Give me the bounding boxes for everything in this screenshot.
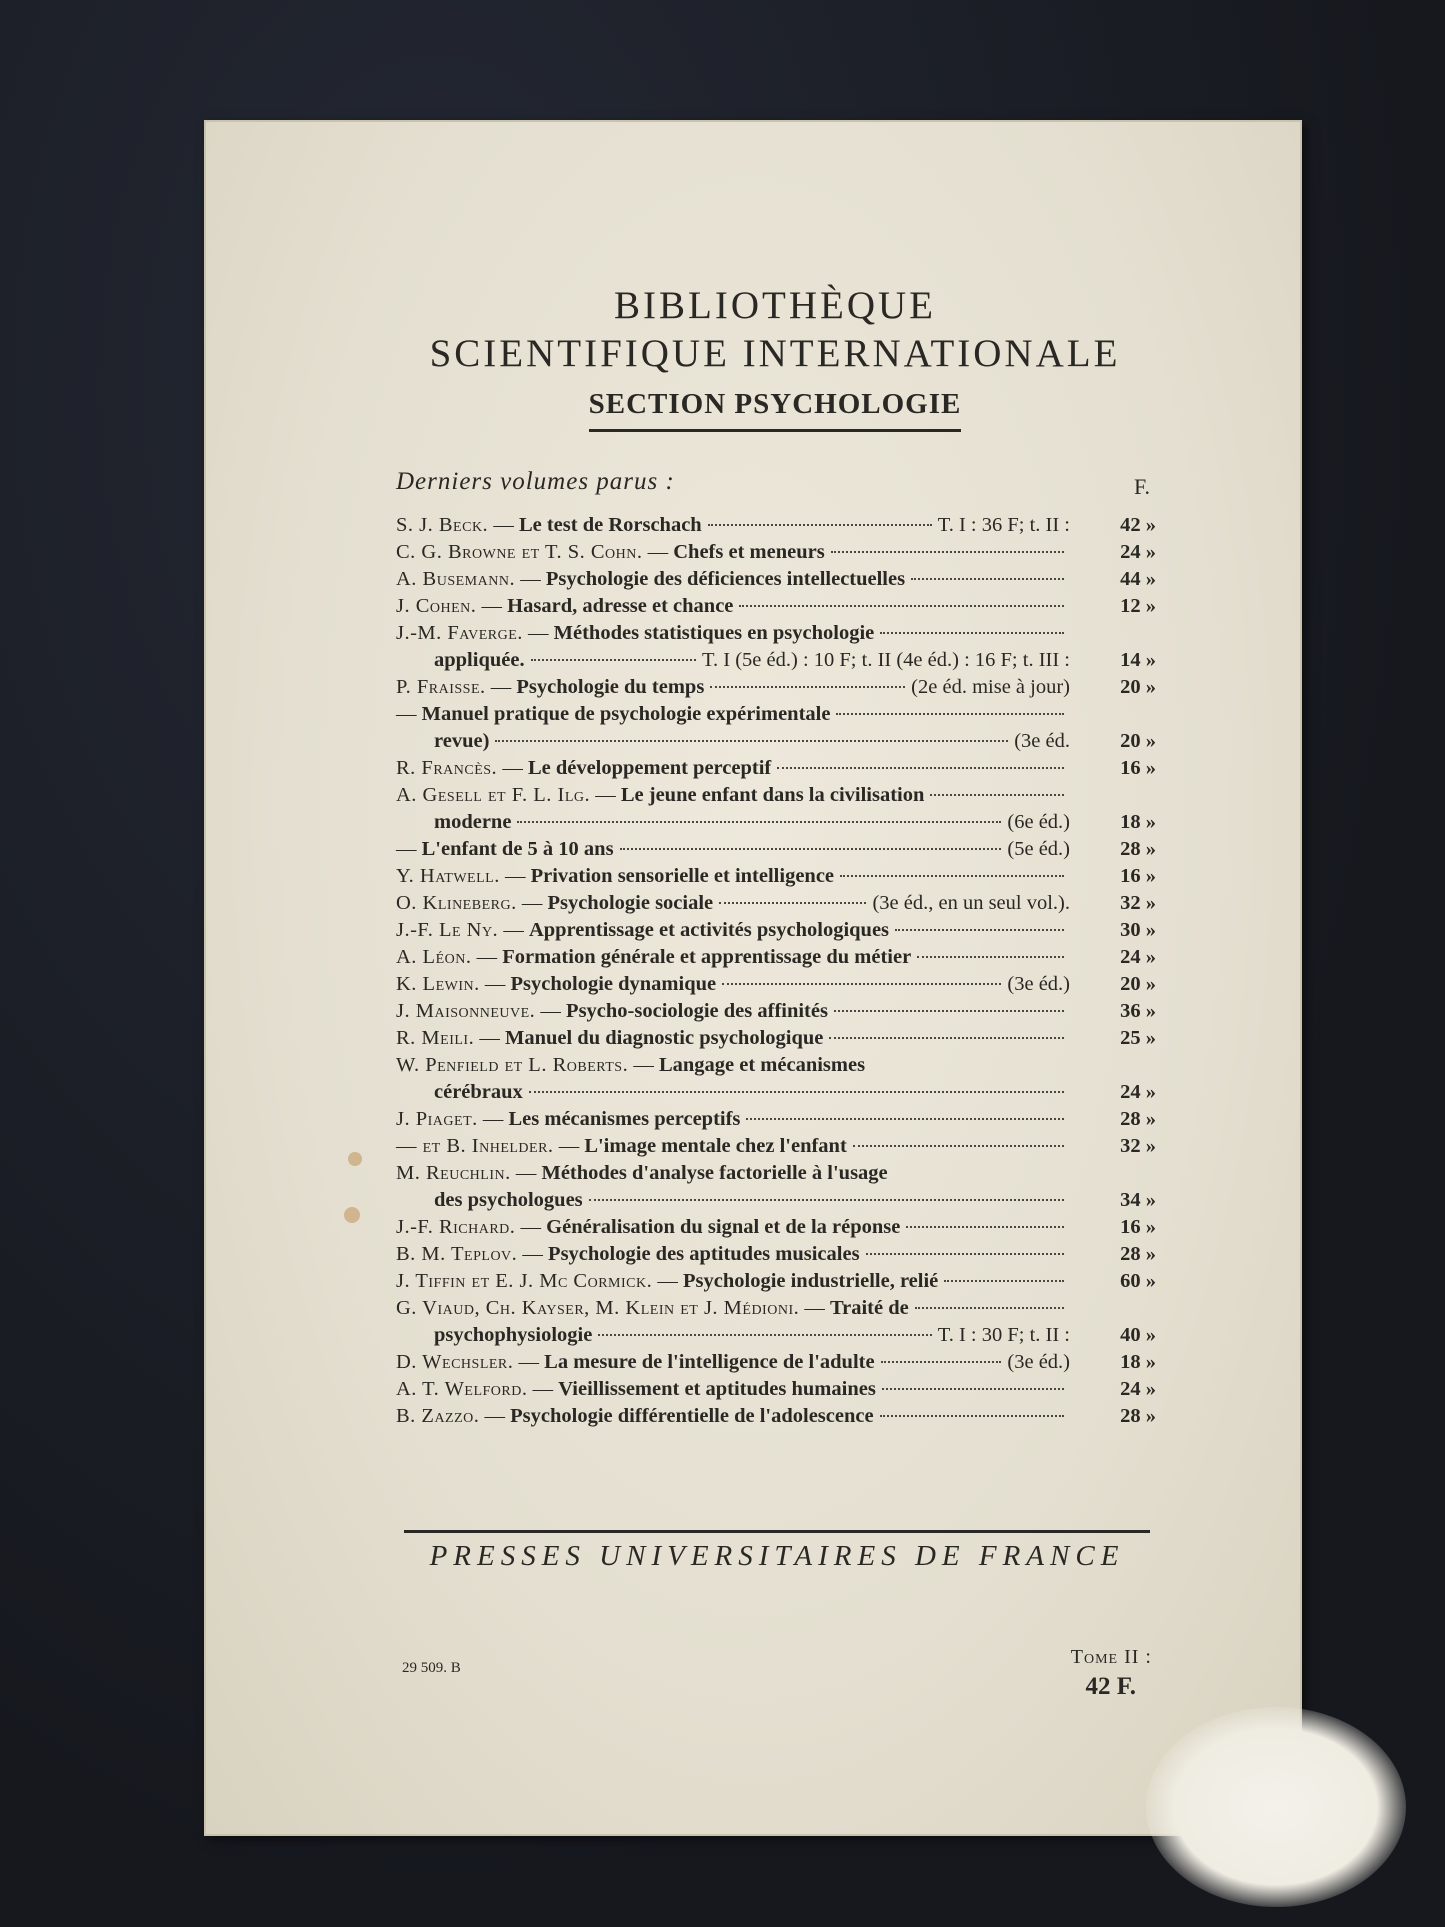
entry-text: B. M. Teplov. — Psychologie des aptitudes musicales (396, 1243, 860, 1265)
entry-author: A. Gesell et F. L. Ilg. (396, 784, 591, 806)
entry-edition: T. I : 36 F; t. II : (937, 514, 1070, 536)
entry-text: Y. Hatwell. — Privation sensorielle et intelligence (396, 865, 835, 887)
print-reference: 29 509. B (402, 1660, 461, 1676)
list-heading (396, 468, 1156, 504)
list-item (396, 593, 1156, 620)
paper-stain (1146, 1707, 1406, 1907)
leader-dots (840, 875, 1064, 877)
entry-title: Traité de (829, 1297, 909, 1319)
list-item (396, 998, 1156, 1025)
list-item (396, 539, 1156, 566)
entry-author: B. M. Teplov. (396, 1243, 518, 1265)
entry-author: A. Léon. (396, 946, 472, 968)
list-subtitle: Derniers volumes parus : (396, 468, 675, 495)
entry-price: 24 » (1120, 1081, 1156, 1103)
list-item (396, 1241, 1156, 1268)
leader-dots (906, 1226, 1064, 1228)
leader-dots (620, 848, 1002, 850)
entry-edition: (3e éd., en un seul vol.). (872, 892, 1070, 914)
entry-title-continued: moderne (434, 811, 512, 833)
entry-line (396, 836, 1156, 863)
entry-title: Psychologie du temps (516, 676, 705, 698)
entry-line (396, 1160, 1156, 1187)
leader-dots (930, 794, 1064, 796)
entry-author: A. Busemann. (396, 568, 516, 590)
entry-title: L'image mentale chez l'enfant (584, 1135, 847, 1157)
entry-text: G. Viaud, Ch. Kayser, M. Klein et J. Médioni. — Traité de (396, 1297, 909, 1319)
entry-line (396, 512, 1156, 539)
leader-dots (836, 713, 1064, 715)
entry-price: 30 » (1120, 919, 1156, 941)
entry-title: Manuel du diagnostic psychologique (504, 1027, 824, 1049)
entry-title: Apprentissage et activités psychologiques (528, 919, 890, 941)
entry-author: D. Wechsler. (396, 1351, 514, 1373)
entry-line (396, 1187, 1156, 1214)
entry-line (396, 809, 1156, 836)
entry-title: L'enfant de 5 à 10 ans (421, 838, 614, 860)
entry-line (396, 1106, 1156, 1133)
entry-price: 24 » (1120, 946, 1156, 968)
entry-title: Psycho-sociologie des affinités (566, 1000, 828, 1022)
list-item (396, 1349, 1156, 1376)
entry-author: M. Reuchlin. (396, 1162, 511, 1184)
entry-text (434, 1322, 592, 1349)
entry-price: 60 » (1120, 1270, 1156, 1292)
list-item (396, 755, 1156, 782)
entry-title: Psychologie des aptitudes musicales (548, 1243, 860, 1265)
leader-dots (880, 1415, 1064, 1417)
entry-line (396, 701, 1156, 728)
entry-line (396, 674, 1156, 701)
entry-author: R. Francès. (396, 757, 498, 779)
entry-line (396, 917, 1156, 944)
tome-price: 42 F. (1085, 1673, 1136, 1700)
entry-author: C. G. Browne et T. S. Cohn. (396, 541, 643, 563)
entry-line (396, 944, 1156, 971)
entry-text: K. Lewin. — Psychologie dynamique (396, 973, 717, 995)
entry-title: Formation générale et apprentissage du métier (502, 946, 912, 968)
leader-dots (831, 551, 1064, 553)
leader-dots (834, 1010, 1064, 1012)
entry-text: B. Zazzo. — Psychologie différentielle de l'adolescence (396, 1405, 874, 1427)
entry-price: 32 » (1120, 892, 1156, 914)
entry-text: S. J. Beck. — Le test de Rorschach (396, 514, 702, 536)
leader-dots (710, 686, 905, 688)
entry-author: J. Tiffin et E. J. Mc Cormick. (396, 1270, 653, 1292)
list-item (396, 944, 1156, 971)
leader-dots (529, 1091, 1064, 1093)
leader-dots (853, 1145, 1064, 1147)
entry-title: Le test de Rorschach (518, 514, 702, 536)
entry-line (396, 1241, 1156, 1268)
entry-title: La mesure de l'intelligence de l'adulte (544, 1351, 875, 1373)
entry-author: P. Fraisse. (396, 676, 486, 698)
list-item (396, 1106, 1156, 1133)
entry-price: 36 » (1120, 1000, 1156, 1022)
entry-price: 28 » (1120, 1108, 1156, 1130)
series-title-line1: BIBLIOTHÈQUE (614, 284, 936, 327)
entry-price: 16 » (1120, 757, 1156, 779)
entry-text: A. Léon. — Formation générale et apprentissage du métier (396, 946, 912, 968)
entry-line (396, 1403, 1156, 1430)
entry-line (396, 620, 1156, 647)
entry-text: D. Wechsler. — La mesure de l'intelligence de l'adulte (396, 1351, 875, 1373)
leader-dots (917, 956, 1064, 958)
entry-line (396, 593, 1156, 620)
leader-dots (880, 632, 1064, 634)
list-item (396, 1025, 1156, 1052)
list-item (396, 1214, 1156, 1241)
entry-author: J.-F. Richard. (396, 1216, 516, 1238)
entry-title: Généralisation du signal et de la réponse (546, 1216, 901, 1238)
entry-text: R. Francès. — Le développement perceptif (396, 757, 772, 779)
entry-edition: T. I : 30 F; t. II : (937, 1324, 1070, 1346)
entry-price: 28 » (1120, 1405, 1156, 1427)
series-header (380, 282, 1170, 432)
entry-title: Langage et mécanismes (658, 1054, 866, 1076)
entry-price: 12 » (1120, 595, 1156, 617)
entry-author: J. Cohen. (396, 595, 477, 617)
entry-author: W. Penfield et L. Roberts. (396, 1054, 629, 1076)
entry-title-continued: des psychologues (434, 1189, 583, 1211)
list-item (396, 566, 1156, 593)
entry-author: R. Meili. (396, 1027, 475, 1049)
entry-text (434, 1079, 523, 1106)
entry-title: Vieillissement et aptitudes humaines (558, 1378, 876, 1400)
entry-author: A. T. Welford. (396, 1378, 528, 1400)
entry-title: Méthodes d'analyse factorielle à l'usage (541, 1162, 888, 1184)
leader-dots (589, 1199, 1064, 1201)
foxing-spot (348, 1152, 362, 1166)
entry-author: K. Lewin. (396, 973, 480, 995)
leader-dots (881, 1361, 1002, 1363)
entry-line (396, 1214, 1156, 1241)
leader-dots (722, 983, 1001, 985)
entry-author: J.-M. Faverge. (396, 622, 523, 644)
entry-title: Les mécanismes perceptifs (508, 1108, 741, 1130)
entry-price: 18 » (1120, 1351, 1156, 1373)
leader-dots (915, 1307, 1064, 1309)
entry-text: J. Piaget. — Les mécanismes perceptifs (396, 1108, 741, 1130)
list-item (396, 971, 1156, 998)
list-item (396, 863, 1156, 890)
leader-dots (517, 821, 1001, 823)
list-item (396, 890, 1156, 917)
list-item (396, 1268, 1156, 1295)
list-item (396, 1295, 1156, 1349)
entry-text: C. G. Browne et T. S. Cohn. — Chefs et meneurs (396, 541, 825, 563)
entry-price: 42 » (1120, 514, 1156, 536)
list-item (396, 1403, 1156, 1430)
entry-price: 20 » (1120, 676, 1156, 698)
entry-text: — et B. Inhelder. — L'image mentale chez l'enfant (396, 1135, 847, 1157)
entry-price: 24 » (1120, 541, 1156, 563)
entry-price: 14 » (1120, 649, 1156, 671)
entry-text (434, 1187, 583, 1214)
price-column-header: F. (1134, 474, 1150, 499)
entry-line (396, 1295, 1156, 1322)
tome-price-block (1030, 1646, 1152, 1701)
entry-title: Psychologie dynamique (510, 973, 717, 995)
entry-author: J. Maisonneuve. (396, 1000, 536, 1022)
entry-text: J. Cohen. — Hasard, adresse et chance (396, 595, 734, 617)
entry-title: Psychologie des déficiences intellectuelles (545, 568, 906, 590)
entry-line (396, 1025, 1156, 1052)
entry-line (396, 1376, 1156, 1403)
list-item (396, 1376, 1156, 1403)
entry-line (396, 1052, 1156, 1079)
list-item (396, 701, 1156, 755)
leader-dots (531, 659, 696, 661)
entry-price: 34 » (1120, 1189, 1156, 1211)
leader-dots (719, 902, 866, 904)
volume-list (396, 512, 1156, 1430)
entry-line (396, 566, 1156, 593)
entry-line (396, 1079, 1156, 1106)
leader-dots (829, 1037, 1064, 1039)
entry-text: W. Penfield et L. Roberts. — Langage et mécanismes (396, 1054, 866, 1076)
entry-price: 40 » (1120, 1324, 1156, 1346)
entry-title: Chefs et meneurs (673, 541, 825, 563)
leader-dots (882, 1388, 1064, 1390)
entry-edition: (3e éd.) (1007, 973, 1070, 995)
leader-dots (746, 1118, 1064, 1120)
entry-title-continued: revue) (434, 730, 490, 752)
entry-title-continued: psychophysiologie (434, 1324, 593, 1346)
entry-text: J. Tiffin et E. J. Mc Cormick. — Psychologie industrielle, relié (396, 1270, 939, 1292)
leader-dots (495, 740, 1008, 742)
entry-price: 44 » (1120, 568, 1156, 590)
list-item (396, 917, 1156, 944)
entry-title: Manuel pratique de psychologie expérimentale (421, 703, 831, 725)
entry-line (396, 1349, 1156, 1376)
entry-price: 24 » (1120, 1378, 1156, 1400)
entry-author: Y. Hatwell. (396, 865, 500, 887)
entry-title-continued: appliquée. (434, 649, 525, 671)
list-item (396, 620, 1156, 674)
entry-text: — Manuel pratique de psychologie expérimentale (396, 703, 831, 725)
entry-edition: T. I (5e éd.) : 10 F; t. II (4e éd.) : 16 F; t. III : (702, 649, 1070, 671)
list-item (396, 1052, 1156, 1106)
entry-title: Le jeune enfant dans la civilisation (620, 784, 925, 806)
entry-author: S. J. Beck. (396, 514, 489, 536)
entry-text: J.-F. Richard. — Généralisation du signal et de la réponse (396, 1216, 901, 1238)
section-title: SECTION PSYCHOLOGIE (589, 382, 962, 432)
leader-dots (739, 605, 1064, 607)
leader-dots (708, 524, 932, 526)
leader-dots (866, 1253, 1064, 1255)
entry-edition: (3e éd. (1014, 730, 1070, 752)
entry-title: Psychologie sociale (547, 892, 714, 914)
entry-title: Hasard, adresse et chance (507, 595, 734, 617)
entry-price: 32 » (1120, 1135, 1156, 1157)
entry-text (434, 809, 511, 836)
leader-dots (598, 1334, 931, 1336)
entry-edition: (3e éd.) (1007, 1351, 1070, 1373)
entry-price: 16 » (1120, 865, 1156, 887)
entry-title: Le développement perceptif (527, 757, 772, 779)
entry-text (434, 728, 489, 755)
entry-price: 25 » (1120, 1027, 1156, 1049)
entry-title: Méthodes statistiques en psychologie (553, 622, 875, 644)
entry-text: P. Fraisse. — Psychologie du temps (396, 676, 705, 698)
list-item (396, 836, 1156, 863)
leader-dots (911, 578, 1064, 580)
entry-author: — et B. Inhelder. (396, 1135, 554, 1157)
entry-text: R. Meili. — Manuel du diagnostic psychologique (396, 1027, 824, 1049)
entry-text: J.-F. Le Ny. — Apprentissage et activités psychologiques (396, 919, 890, 941)
series-title-line2: SCIENTIFIQUE INTERNATIONALE (429, 332, 1121, 375)
list-item (396, 512, 1156, 539)
entry-line (396, 647, 1156, 674)
entry-title: Psychologie différentielle de l'adolescence (510, 1405, 874, 1427)
entry-line (396, 971, 1156, 998)
entry-line (396, 890, 1156, 917)
entry-line (396, 782, 1156, 809)
entry-text: A. Busemann. — Psychologie des déficiences intellectuelles (396, 568, 906, 590)
entry-text (434, 647, 525, 674)
entry-line (396, 1133, 1156, 1160)
entry-author: G. Viaud, Ch. Kayser, M. Klein et J. Médioni. (396, 1297, 800, 1319)
entry-line (396, 539, 1156, 566)
publisher-name: PRESSES UNIVERSITAIRES DE FRANCE (429, 1540, 1125, 1572)
entry-price: 20 » (1120, 730, 1156, 752)
entry-edition: (2e éd. mise à jour) (911, 676, 1070, 698)
entry-text: J. Maisonneuve. — Psycho-sociologie des affinités (396, 1000, 828, 1022)
entry-price: 28 » (1120, 1243, 1156, 1265)
entry-edition: (5e éd.) (1007, 838, 1070, 860)
entry-text: M. Reuchlin. — Méthodes d'analyse factorielle à l'usage (396, 1162, 888, 1184)
entry-title-continued: cérébraux (434, 1081, 523, 1103)
leader-dots (895, 929, 1064, 931)
entry-title: Psychologie industrielle, relié (683, 1270, 939, 1292)
entry-line (396, 998, 1156, 1025)
entry-author: J.-F. Le Ny. (396, 919, 499, 941)
entry-edition: (6e éd.) (1007, 811, 1070, 833)
entry-line (396, 1268, 1156, 1295)
list-item (396, 782, 1156, 836)
entry-author: B. Zazzo. (396, 1405, 480, 1427)
entry-text: A. Gesell et F. L. Ilg. — Le jeune enfant dans la civilisation (396, 784, 925, 806)
entry-line (396, 1322, 1156, 1349)
entry-text: O. Klineberg. — Psychologie sociale (396, 892, 714, 914)
entry-author: O. Klineberg. (396, 892, 517, 914)
entry-line (396, 728, 1156, 755)
entry-price: 28 » (1120, 838, 1156, 860)
list-item (396, 1160, 1156, 1214)
list-item (396, 1133, 1156, 1160)
entry-text: A. T. Welford. — Vieillissement et aptitudes humaines (396, 1378, 876, 1400)
entry-text: J.-M. Faverge. — Méthodes statistiques en psychologie (396, 622, 875, 644)
foxing-spot (344, 1207, 360, 1223)
footer-rule (404, 1530, 1150, 1533)
leader-dots (944, 1280, 1064, 1282)
list-item (396, 674, 1156, 701)
entry-line (396, 755, 1156, 782)
entry-title: Privation sensorielle et intelligence (530, 865, 835, 887)
tome-label: Tome II : (1070, 1646, 1152, 1668)
entry-price: 16 » (1120, 1216, 1156, 1238)
entry-text: — L'enfant de 5 à 10 ans (396, 838, 614, 860)
entry-price: 20 » (1120, 973, 1156, 995)
entry-price: 18 » (1120, 811, 1156, 833)
leader-dots (777, 767, 1064, 769)
entry-author: J. Piaget. (396, 1108, 478, 1130)
entry-line (396, 863, 1156, 890)
